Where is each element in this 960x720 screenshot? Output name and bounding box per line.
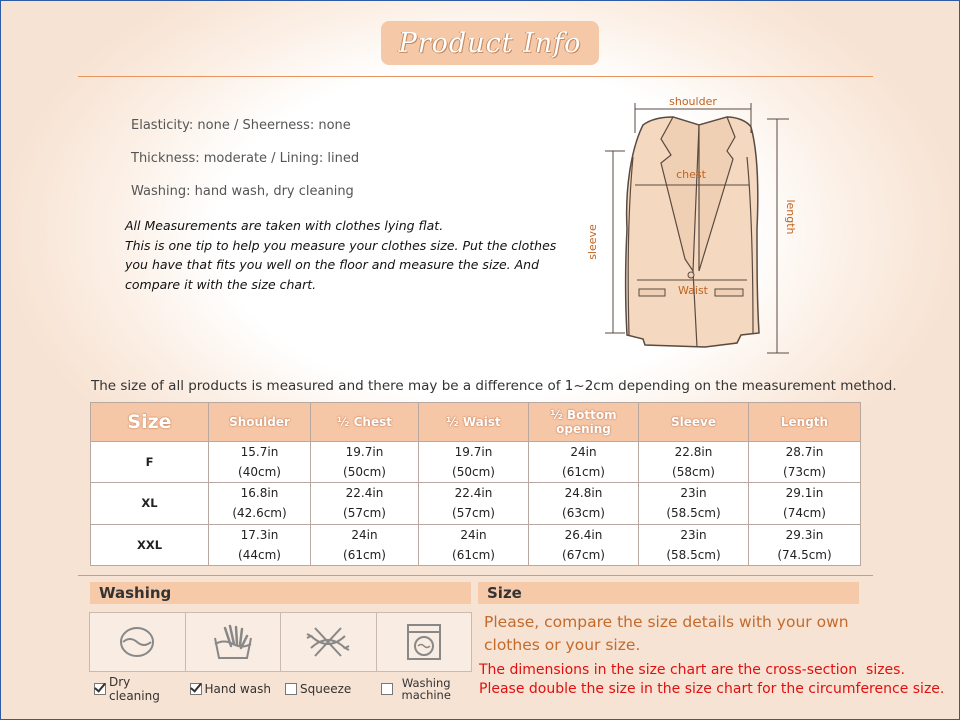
header-divider: [78, 76, 873, 77]
cell-length: [749, 442, 861, 483]
prop-elasticity: Elasticity: none / Sheerness: none: [131, 118, 351, 133]
option-dry-cleaning[interactable]: [89, 674, 185, 704]
value-cm: (44cm): [238, 547, 281, 562]
value-cm: (40cm): [238, 465, 281, 480]
value-in: 23in: [680, 527, 707, 542]
cell-chest: [311, 483, 419, 524]
note-line: All Measurements are taken with clothes lying flat.: [125, 218, 444, 233]
measurement-note: [125, 216, 575, 294]
value-in: 19.7in: [345, 445, 384, 460]
cell-waist: [419, 442, 529, 483]
size-heading: Size: [478, 582, 859, 604]
cell-shoulder: [209, 442, 311, 483]
value-cm: (58.5cm): [666, 547, 721, 562]
value-cm: (58.5cm): [666, 506, 721, 521]
value-cm: (50cm): [343, 465, 386, 480]
header-size: Size: [91, 403, 209, 442]
cell-length: [749, 524, 861, 565]
cell-chest: [311, 442, 419, 483]
washing-options: [89, 674, 471, 704]
value-in: 22.8in: [674, 445, 713, 460]
washing-machine-checkbox[interactable]: [381, 683, 393, 695]
right-pocket: [715, 289, 743, 296]
value-in: 24in: [460, 527, 487, 542]
option-label: [402, 677, 451, 701]
note-line: compare it with the size chart.: [125, 276, 317, 292]
value-cm: (74.5cm): [777, 547, 832, 562]
value-in: 19.7in: [454, 445, 493, 460]
row-size: XXL: [91, 524, 209, 565]
size-text-line: Please, compare the size details with your own: [484, 613, 849, 631]
value-cm: (57cm): [343, 506, 386, 521]
value-in: 23in: [680, 486, 707, 501]
value-in: 26.4in: [564, 527, 603, 542]
washing-heading: Washing: [90, 582, 471, 604]
cell-bottom: [529, 442, 639, 483]
header-chest: ½ Chest: [311, 403, 419, 442]
cell-waist: [419, 524, 529, 565]
size-table: [90, 402, 861, 566]
wash-cell: [89, 612, 186, 672]
option-label: Squeeze: [300, 682, 352, 696]
cell-waist: [419, 483, 529, 524]
squeeze-checkbox[interactable]: [285, 683, 297, 695]
wash-cell: [280, 612, 377, 672]
value-in: 29.3in: [785, 527, 824, 542]
cell-sleeve: [639, 442, 749, 483]
cell-bottom: [529, 524, 639, 565]
shoulder-label: shoulder: [669, 95, 717, 108]
value-cm: (42.6cm): [232, 506, 287, 521]
cell-chest: [311, 524, 419, 565]
size-warning-line: Please double the size in the size chart for the circumference size.: [479, 681, 945, 697]
row-size: F: [91, 442, 209, 483]
cell-shoulder: [209, 524, 311, 565]
value-in: 24in: [570, 445, 597, 460]
cell-sleeve: [639, 524, 749, 565]
prop-thickness: Thickness: moderate / Lining: lined: [131, 151, 360, 166]
header-bottom-line1: ½ Bottom: [550, 408, 617, 422]
hand-wash-icon: [211, 622, 255, 662]
page-title: Product Info: [398, 27, 582, 59]
value-in: 22.4in: [345, 486, 384, 501]
cell-length: [749, 483, 861, 524]
value-in: 22.4in: [454, 486, 493, 501]
table-row: [91, 442, 861, 483]
option-label: Dry cleaning: [109, 675, 160, 703]
value-cm: (50cm): [452, 465, 495, 480]
sleeve-label: sleeve: [586, 224, 599, 260]
row-size: XL: [91, 483, 209, 524]
size-warning-line: The dimensions in the size chart are the cross-section sizes.: [479, 662, 905, 678]
jacket-diagram: [581, 89, 811, 369]
header-bottom-line2: opening: [556, 422, 611, 436]
header-length: Length: [749, 403, 861, 442]
option-washing-machine[interactable]: [376, 674, 472, 704]
header-sleeve: Sleeve: [639, 403, 749, 442]
size-compare-text: [484, 611, 849, 657]
no-wring-icon: [303, 626, 353, 658]
option-label-line2: machine: [401, 688, 451, 702]
cell-shoulder: [209, 483, 311, 524]
table-row: [91, 483, 861, 524]
size-table-header: [91, 403, 861, 442]
header-shoulder: Shoulder: [209, 403, 311, 442]
value-cm: (61cm): [343, 547, 386, 562]
button-dot: [688, 272, 694, 278]
value-cm: (61cm): [452, 547, 495, 562]
cell-sleeve: [639, 483, 749, 524]
size-warning: [479, 661, 944, 699]
table-divider: [78, 575, 873, 576]
value-in: 28.7in: [785, 445, 824, 460]
prop-washing: Washing: hand wash, dry cleaning: [131, 184, 354, 199]
hand-wash-checkbox[interactable]: [190, 683, 202, 695]
washing-machine-icon: [404, 622, 444, 662]
option-squeeze[interactable]: [280, 674, 376, 704]
value-cm: (73cm): [783, 465, 826, 480]
dry-cleaning-icon: [115, 625, 159, 659]
waist-label: Waist: [677, 284, 709, 297]
table-row: [91, 524, 861, 565]
value-in: 29.1in: [785, 486, 824, 501]
option-label-line1: Washing: [401, 676, 451, 690]
wash-cell: [376, 612, 473, 672]
value-cm: (63cm): [562, 506, 605, 521]
value-cm: (58cm): [672, 465, 715, 480]
value-cm: (74cm): [783, 506, 826, 521]
cell-bottom: [529, 483, 639, 524]
value-cm: (57cm): [452, 506, 495, 521]
option-hand-wash[interactable]: [185, 674, 281, 704]
value-in: 24in: [351, 527, 378, 542]
value-cm: (67cm): [562, 547, 605, 562]
value-cm: (61cm): [562, 465, 605, 480]
note-line: This is one tip to help you measure your clothes size. Put the clothes: [125, 237, 557, 253]
value-in: 17.3in: [240, 527, 279, 542]
length-label: length: [784, 199, 797, 235]
left-pocket: [639, 289, 665, 296]
option-label: Hand wash: [204, 682, 271, 696]
value-in: 24.8in: [564, 486, 603, 501]
title-banner: [381, 21, 599, 65]
note-line: you have that fits you well on the floor and measure the size. And: [125, 257, 540, 272]
header-waist: ½ Waist: [419, 403, 529, 442]
value-in: 16.8in: [240, 486, 279, 501]
dry-cleaning-checkbox[interactable]: [94, 683, 106, 695]
value-in: 15.7in: [240, 445, 279, 460]
header-bottom-opening: [529, 403, 639, 442]
chest-label: chest: [676, 168, 706, 181]
washing-icons-row: [89, 612, 471, 672]
size-description: The size of all products is measured and there may be a difference of 1~2cm depending on the measurement method.: [91, 378, 897, 394]
size-text-line: clothes or your size.: [484, 636, 641, 654]
wash-cell: [185, 612, 282, 672]
